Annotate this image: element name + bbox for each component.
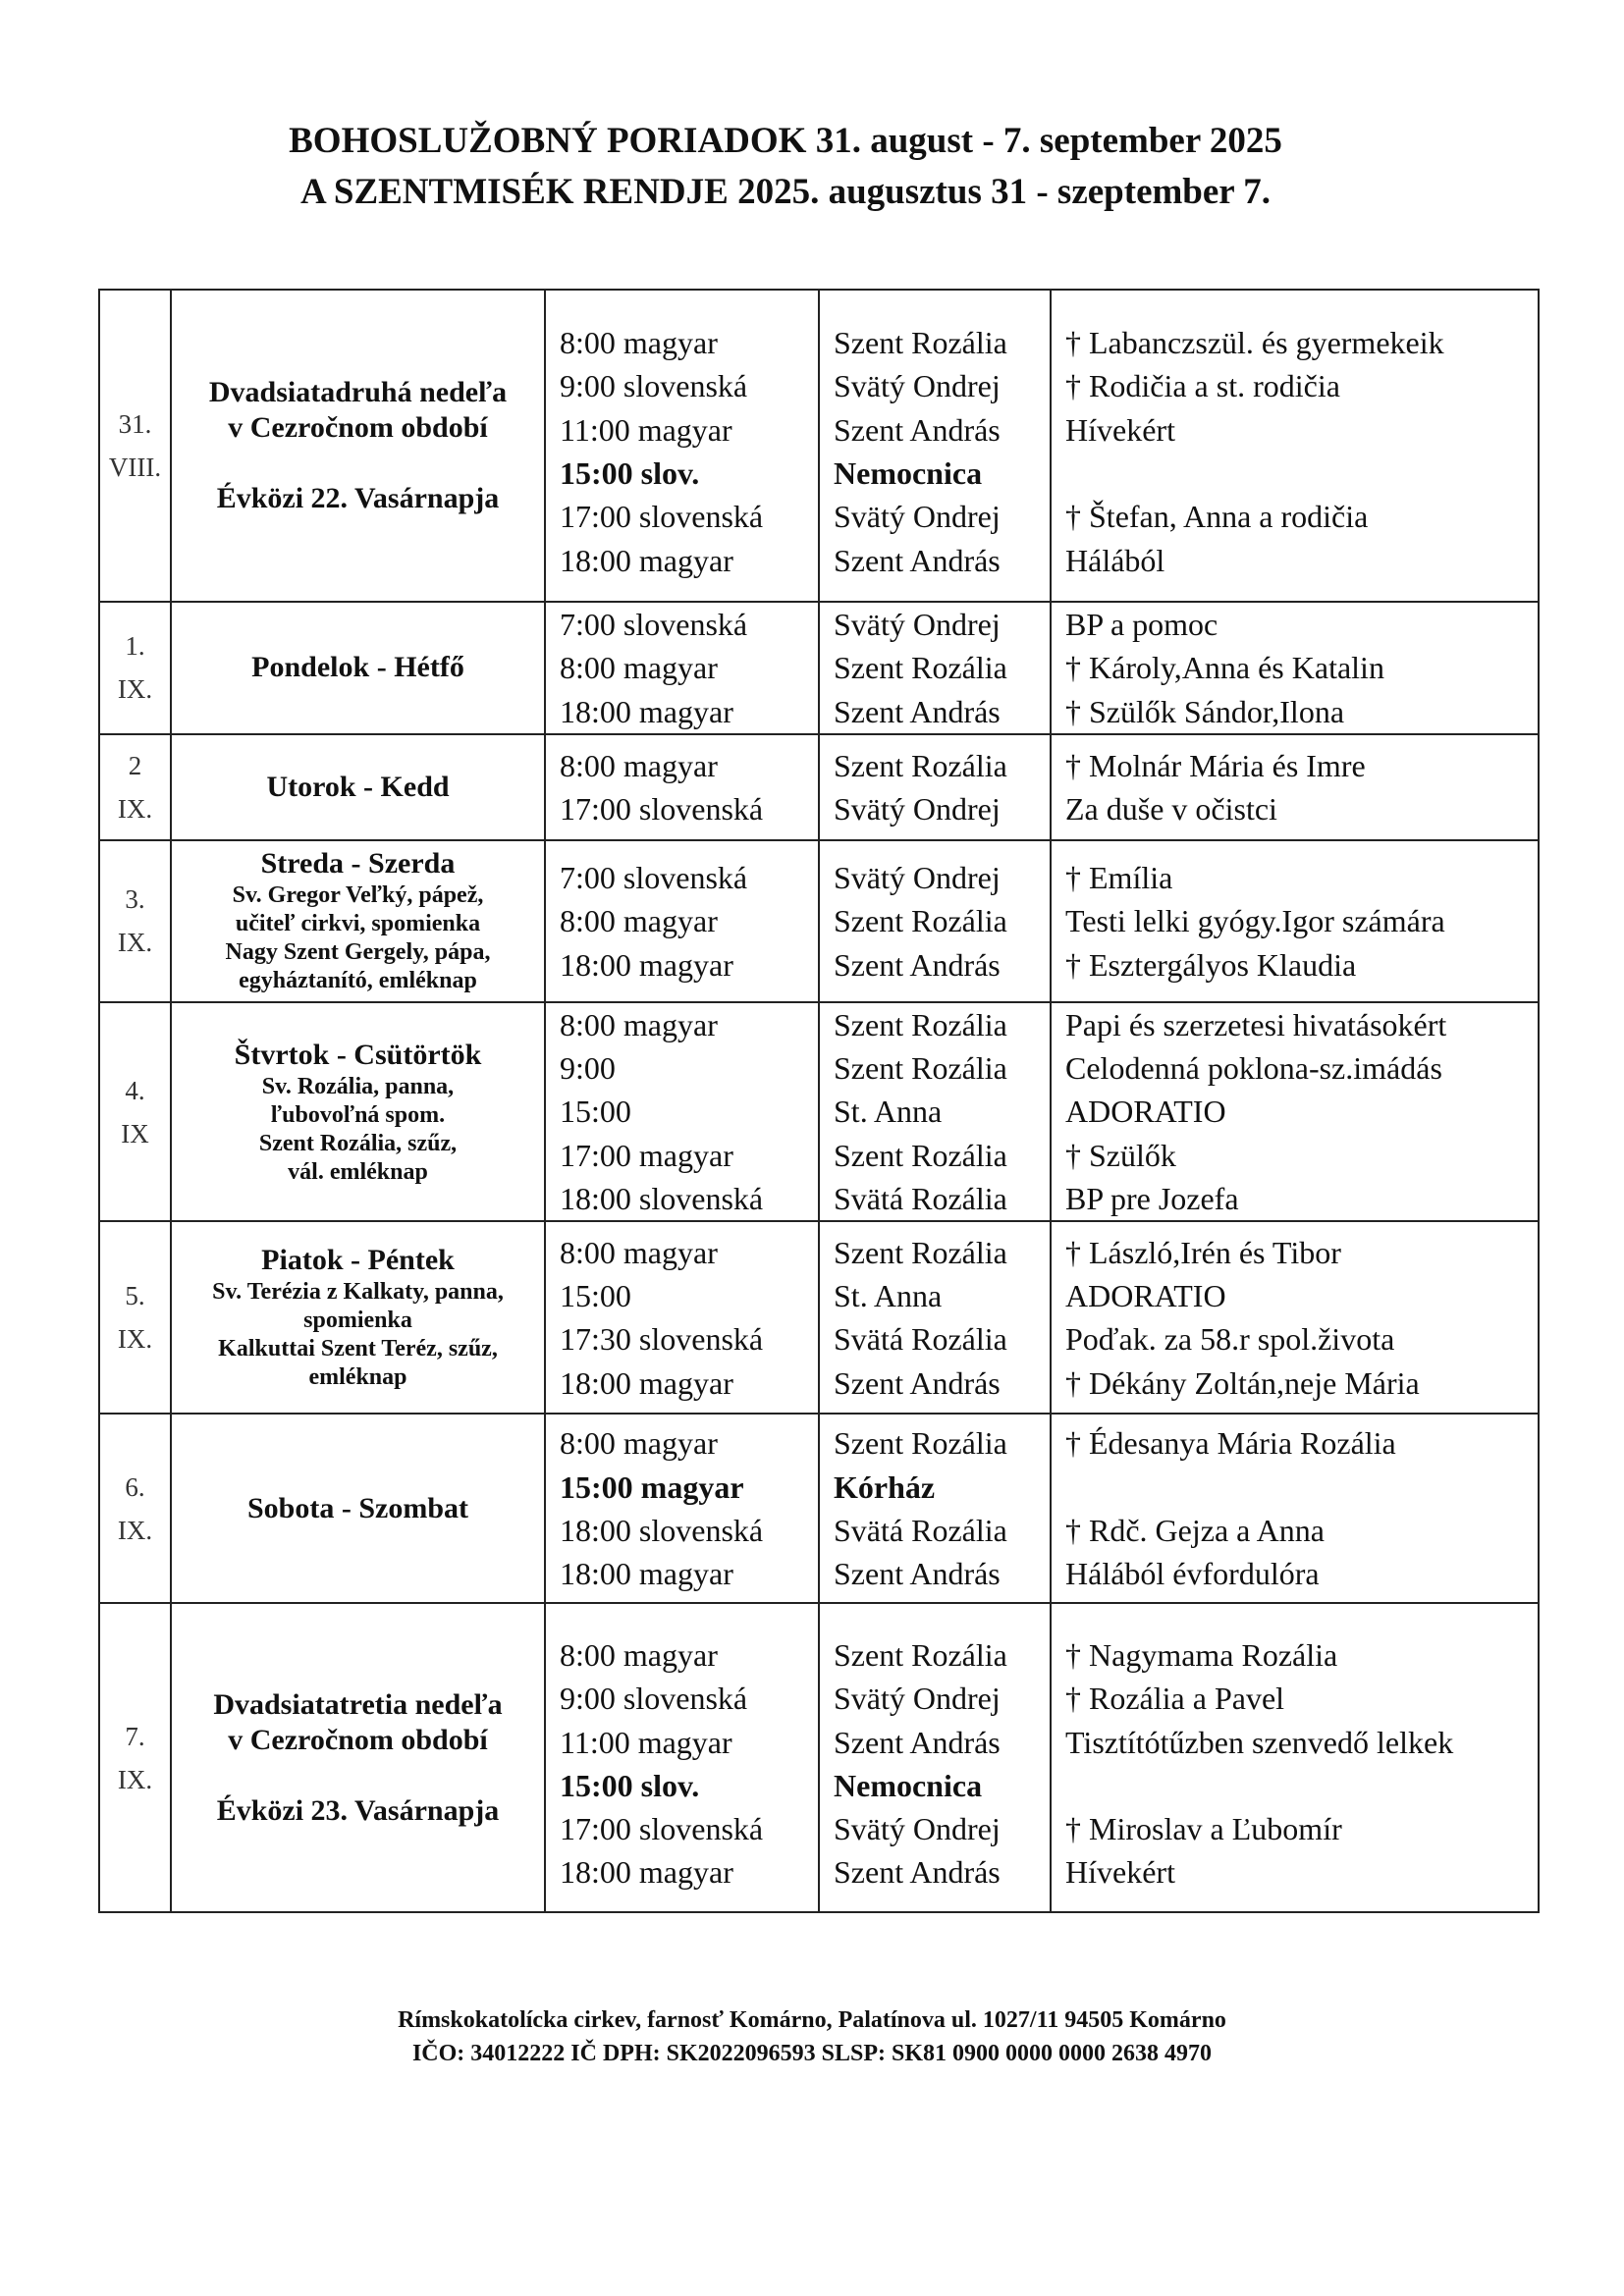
mass-place: St. Anna xyxy=(834,1094,943,1130)
day-title: Sobota - Szombat xyxy=(246,1491,468,1524)
date-cell xyxy=(99,602,171,734)
mass-time: 8:00 magyar xyxy=(560,1006,718,1042)
date-cell xyxy=(99,1603,171,1912)
mass-time-cell xyxy=(545,1221,819,1414)
mass-time: 18:00 magyar xyxy=(560,946,733,983)
day-subtitle: Évközi 22. Vasárnapja xyxy=(216,482,500,514)
mass-intention-cell xyxy=(1051,1603,1539,1912)
mass-intention-cell xyxy=(1051,290,1539,602)
date-cell xyxy=(99,734,171,840)
mass-intention: † Nagymama Rozália xyxy=(1065,1636,1338,1673)
mass-intention: Za duše v očistci xyxy=(1065,790,1277,827)
mass-time: 8:00 magyar xyxy=(560,325,718,361)
day-subtitle: spomienka xyxy=(303,1308,412,1334)
day-name-cell xyxy=(171,1002,545,1221)
mass-intention: Hálából xyxy=(1065,542,1165,578)
mass-time: 18:00 slovenská xyxy=(560,1512,764,1548)
mass-time: 9:00 slovenská xyxy=(560,1681,748,1717)
mass-time: 7:00 slovenská xyxy=(560,859,748,895)
day-subtitle: emléknap xyxy=(308,1364,407,1391)
mass-time-cell xyxy=(545,1002,819,1221)
day-name-cell xyxy=(171,1603,545,1912)
date-cell xyxy=(99,290,171,602)
date-line: 1. xyxy=(125,631,145,662)
mass-place: Svätý Ondrej xyxy=(834,1681,1001,1717)
mass-place: Svätý Ondrej xyxy=(834,1811,1001,1847)
parish-registration: IČO: 34012222 IČ DPH: SK2022096593 SLSP: SK81 0900 0000 0000 2638 4970 xyxy=(411,2041,1213,2066)
mass-time-cell xyxy=(545,734,819,840)
mass-intention: ADORATIO xyxy=(1065,1094,1226,1130)
day-name-cell xyxy=(171,1221,545,1414)
date-line: IX. xyxy=(117,928,153,958)
mass-time: 11:00 magyar xyxy=(560,1724,732,1760)
day-title: v Cezročnom období xyxy=(228,1723,488,1756)
mass-place: St. Anna xyxy=(834,1278,943,1314)
mass-intention-cell xyxy=(1051,1221,1539,1414)
mass-time: 8:00 magyar xyxy=(560,747,718,783)
mass-time: 17:00 slovenská xyxy=(560,1811,764,1847)
mass-intention: † Emília xyxy=(1065,859,1173,895)
mass-place: Szent Rozália xyxy=(834,903,1007,939)
mass-time: 11:00 magyar xyxy=(560,411,732,448)
mass-place: Szent András xyxy=(834,1854,1001,1891)
mass-place: Szent András xyxy=(834,542,1001,578)
mass-place-cell xyxy=(819,1603,1051,1912)
date-cell xyxy=(99,1221,171,1414)
mass-intention-cell xyxy=(1051,840,1539,1002)
mass-time: 15:00 slov. xyxy=(560,455,700,491)
mass-place: Nemocnica xyxy=(834,1767,983,1803)
day-subtitle: Sv. Rozália, panna, xyxy=(261,1073,455,1099)
mass-place-cell xyxy=(819,602,1051,734)
mass-intention: † Esztergályos Klaudia xyxy=(1065,946,1357,983)
day-subtitle: Kalkuttai Szent Teréz, szűz, xyxy=(218,1336,498,1362)
day-subtitle: Szent Rozália, szűz, xyxy=(258,1130,458,1156)
day-subtitle: učiteľ cirkvi, spomienka xyxy=(235,911,481,937)
date-line: 2 xyxy=(128,750,142,780)
mass-intention-cell xyxy=(1051,1414,1539,1603)
mass-intention: Hívekért xyxy=(1065,411,1175,448)
mass-intention: † Dékány Zoltán,neje Mária xyxy=(1065,1364,1420,1401)
mass-time: 18:00 magyar xyxy=(560,1854,733,1891)
mass-intention: † Édesanya Mária Rozália xyxy=(1065,1425,1396,1462)
mass-place: Szent András xyxy=(834,1556,1001,1592)
day-name-cell xyxy=(171,840,545,1002)
mass-time: 18:00 magyar xyxy=(560,1364,733,1401)
mass-place: Szent Rozália xyxy=(834,1234,1007,1270)
day-title: v Cezročnom období xyxy=(228,411,488,444)
mass-time: 15:00 magyar xyxy=(560,1468,744,1505)
mass-place: Szent Rozália xyxy=(834,1425,1007,1462)
date-line: IX. xyxy=(117,1764,153,1794)
mass-time: 15:00 slov. xyxy=(560,1767,700,1803)
mass-place: Nemocnica xyxy=(834,455,983,491)
mass-place: Szent Rozália xyxy=(834,1636,1007,1673)
mass-intention: † Štefan, Anna a rodičia xyxy=(1065,499,1369,535)
mass-place: Svätý Ondrej xyxy=(834,499,1001,535)
mass-intention: † Rdč. Gejza a Anna xyxy=(1065,1512,1325,1548)
day-name-cell xyxy=(171,290,545,602)
title-slovak: BOHOSLUŽOBNÝ PORIADOK 31. august - 7. september 2025 xyxy=(289,121,1282,161)
day-subtitle: egyháztanító, emléknap xyxy=(239,968,477,994)
mass-place: Svätý Ondrej xyxy=(834,790,1001,827)
mass-intention-cell xyxy=(1051,1002,1539,1221)
mass-time: 17:00 slovenská xyxy=(560,790,764,827)
day-title: Utorok - Kedd xyxy=(266,770,450,803)
mass-time: 17:00 magyar xyxy=(560,1137,733,1173)
parish-address: Rímskokatolícka cirkev, farnosť Komárno, Palatínova ul. 1027/11 94505 Komárno xyxy=(398,2007,1226,2033)
footer xyxy=(0,2003,1624,2070)
mass-intention: BP a pomoc xyxy=(1065,607,1218,642)
mass-time-cell xyxy=(545,602,819,734)
mass-place: Szent András xyxy=(834,1724,1001,1760)
date-cell xyxy=(99,840,171,1002)
schedule-row xyxy=(99,840,1539,1002)
schedule-row xyxy=(99,1414,1539,1603)
mass-intention: † Miroslav a Ľubomír xyxy=(1065,1811,1342,1847)
mass-place: Szent Rozália xyxy=(834,650,1007,686)
day-name-cell xyxy=(171,602,545,734)
mass-place: Szent András xyxy=(834,411,1001,448)
schedule-row xyxy=(99,290,1539,602)
mass-intention: † Károly,Anna és Katalin xyxy=(1065,650,1384,686)
date-line: IX. xyxy=(117,1324,153,1355)
mass-time: 18:00 magyar xyxy=(560,1556,733,1592)
mass-place-cell xyxy=(819,290,1051,602)
mass-intention: † Szülők xyxy=(1065,1137,1176,1173)
day-title: Štvrtok - Csütörtök xyxy=(234,1038,482,1071)
mass-place: Svätý Ondrej xyxy=(834,859,1001,895)
date-line: VIII. xyxy=(108,453,162,482)
mass-time: 17:30 slovenská xyxy=(560,1321,764,1358)
date-cell xyxy=(99,1414,171,1603)
mass-place: Svätý Ondrej xyxy=(834,368,1001,404)
mass-place: Svätá Rozália xyxy=(834,1321,1007,1358)
schedule-row xyxy=(99,1603,1539,1912)
mass-intention-cell xyxy=(1051,602,1539,734)
day-name-cell xyxy=(171,1414,545,1603)
mass-place: Szent Rozália xyxy=(834,1050,1007,1087)
date-line: IX xyxy=(121,1118,149,1148)
mass-time: 18:00 magyar xyxy=(560,542,733,578)
mass-intention: † Rodičia a st. rodičia xyxy=(1065,368,1340,404)
mass-place: Szent Rozália xyxy=(834,1137,1007,1173)
schedule-row xyxy=(99,734,1539,840)
day-subtitle: Évközi 23. Vasárnapja xyxy=(216,1793,500,1827)
mass-time: 8:00 magyar xyxy=(560,1425,718,1462)
day-title: Streda - Szerda xyxy=(260,847,456,881)
mass-time-cell xyxy=(545,1414,819,1603)
mass-time: 15:00 xyxy=(560,1094,631,1130)
date-line: IX. xyxy=(117,793,153,824)
mass-time: 8:00 magyar xyxy=(560,650,718,686)
mass-place-cell xyxy=(819,734,1051,840)
date-line: 3. xyxy=(125,884,145,915)
schedule-row xyxy=(99,602,1539,734)
date-line: 5. xyxy=(125,1281,145,1311)
mass-time-cell xyxy=(545,290,819,602)
mass-time: 9:00 xyxy=(560,1050,616,1087)
date-line: IX. xyxy=(117,674,153,705)
day-subtitle: ľubovoľná spom. xyxy=(270,1101,446,1128)
title-hungarian: A SZENTMISÉK RENDJE 2025. augusztus 31 - szeptember 7. xyxy=(299,172,1272,212)
mass-place-cell xyxy=(819,1414,1051,1603)
schedule-row xyxy=(99,1002,1539,1221)
mass-time: 8:00 magyar xyxy=(560,1234,718,1270)
mass-intention: † László,Irén és Tibor xyxy=(1065,1234,1341,1270)
mass-place-cell xyxy=(819,1002,1051,1221)
mass-place: Szent András xyxy=(834,1364,1001,1401)
document-header xyxy=(0,116,1571,218)
mass-intention: Hívekért xyxy=(1065,1854,1175,1891)
day-title: Piatok - Péntek xyxy=(261,1244,455,1277)
mass-intention: † Molnár Mária és Imre xyxy=(1065,747,1366,783)
day-title: Dvadsiatadruhá nedeľa xyxy=(208,376,508,408)
day-title: Dvadsiatatretia nedeľa xyxy=(213,1687,503,1721)
schedule-row xyxy=(99,1221,1539,1414)
mass-place-cell xyxy=(819,840,1051,1002)
mass-intention: Tisztítótűzben szenvedő lelkek xyxy=(1065,1724,1454,1760)
mass-time: 15:00 xyxy=(560,1278,631,1314)
mass-time: 8:00 magyar xyxy=(560,903,718,939)
day-subtitle: Sv. Terézia z Kalkaty, panna, xyxy=(212,1279,504,1306)
date-cell xyxy=(99,1002,171,1221)
day-name-cell xyxy=(171,734,545,840)
mass-schedule-table xyxy=(98,289,1540,1913)
mass-place: Szent Rozália xyxy=(834,325,1007,361)
mass-intention: † Szülők Sándor,Ilona xyxy=(1065,693,1345,729)
mass-intention: Poďak. za 58.r spol.života xyxy=(1065,1321,1395,1358)
mass-time: 18:00 magyar xyxy=(560,693,733,729)
mass-intention: Papi és szerzetesi hivatásokért xyxy=(1065,1006,1447,1042)
mass-place: Svätá Rozália xyxy=(834,1512,1007,1548)
mass-intention: † Labanczszül. és gyermekeik xyxy=(1065,325,1444,361)
mass-intention: Testi lelki gyógy.Igor számára xyxy=(1065,903,1445,939)
mass-place: Szent Rozália xyxy=(834,747,1007,783)
mass-intention: Celodenná poklona-sz.imádás xyxy=(1065,1050,1442,1087)
mass-place: Svätá Rozália xyxy=(834,1181,1007,1217)
mass-time: 18:00 slovenská xyxy=(560,1181,764,1217)
mass-time: 9:00 slovenská xyxy=(560,368,748,404)
mass-intention: BP pre Jozefa xyxy=(1065,1181,1239,1217)
mass-time-cell xyxy=(545,840,819,1002)
day-subtitle: Sv. Gregor Veľký, pápež, xyxy=(232,882,484,909)
date-line: 31. xyxy=(118,409,152,439)
mass-place: Szent András xyxy=(834,693,1001,729)
mass-time: 8:00 magyar xyxy=(560,1636,718,1673)
date-line: IX. xyxy=(117,1515,153,1545)
mass-intention-cell xyxy=(1051,734,1539,840)
date-line: 7. xyxy=(125,1721,145,1751)
mass-place: Svätý Ondrej xyxy=(834,607,1001,642)
mass-place: Kórház xyxy=(834,1468,936,1505)
mass-intention: † Rozália a Pavel xyxy=(1065,1681,1285,1717)
mass-intention: Hálából évfordulóra xyxy=(1065,1556,1320,1592)
mass-time: 7:00 slovenská xyxy=(560,607,748,642)
day-subtitle: Nagy Szent Gergely, pápa, xyxy=(225,939,491,966)
mass-time: 17:00 slovenská xyxy=(560,499,764,535)
mass-place-cell xyxy=(819,1221,1051,1414)
mass-intention: ADORATIO xyxy=(1065,1278,1226,1314)
day-title: Pondelok - Hétfő xyxy=(251,651,464,684)
mass-place: Szent András xyxy=(834,946,1001,983)
date-line: 4. xyxy=(125,1075,145,1105)
day-subtitle: vál. emléknap xyxy=(288,1158,428,1185)
mass-time-cell xyxy=(545,1603,819,1912)
mass-place: Szent Rozália xyxy=(834,1006,1007,1042)
date-line: 6. xyxy=(125,1471,145,1502)
